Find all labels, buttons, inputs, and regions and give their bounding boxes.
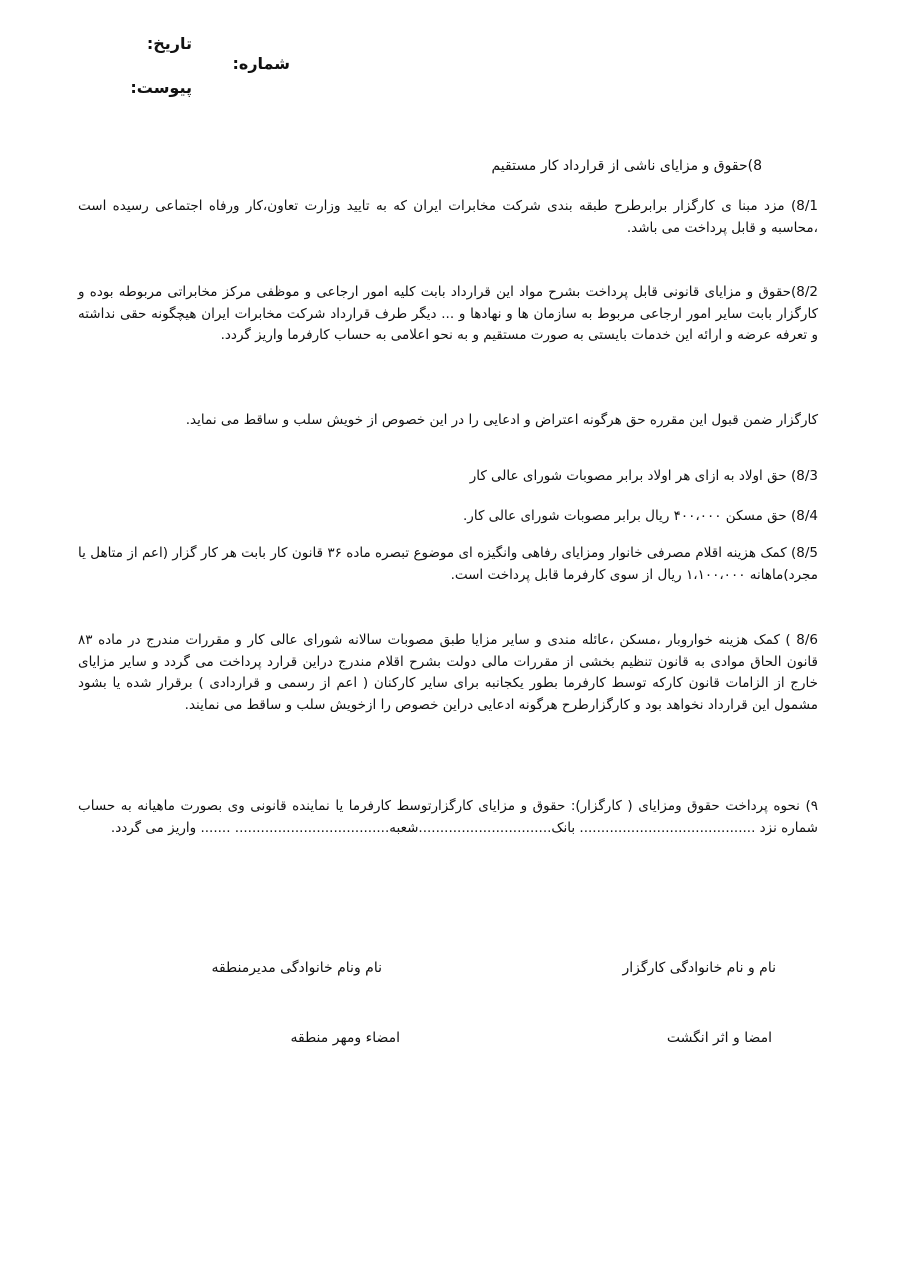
clause-9: ۹) نحوه پرداخت حقوق ومزایای ( کارگزار): حقوق و مزایای کارگزارتوسط کارفرما یا نماینده قانونی وی بصورت ماهیانه به حساب شماره نزد ......................................... بانک...............................شعبه.................................... ....... واریز می گردد. xyxy=(78,798,818,836)
clause-8-5: 8/5) کمک هزینه اقلام مصرفی خانوار ومزایای رفاهی وانگیزه ای موضوع تبصره ماده ۳۶ قانون کار بابت هر کار گزار (اعم از متاهل یا مجرد)ماهانه ۱،۱۰۰،۰۰۰ ریال از سوی کارفرما قابل پرداخت است. xyxy=(78,545,818,583)
number-label: شماره: xyxy=(232,54,290,73)
date-label: تاریخ: xyxy=(146,34,192,53)
clause-waiver: کارگزار ضمن قبول این مقرره حق هرگونه اعتراض و ادعایی را در این خصوص از خویش سلب و ساقط می نماید. xyxy=(185,412,818,428)
worker-signature-label: امضا و اثر انگشت xyxy=(666,1030,772,1046)
clause-8-6: 8/6 ) کمک هزینه خواروبار ،مسکن ،عائله مندی و سایر مزایا طبق مصوبات سالانه شورای عالی کار و مقررات مندرج در ماده ۸۳ قانون الحاق موادی به قانون تنظیم بخشی از مقررات مالی دولت بشرح اقلام مندرج دراین قرارد پرداخت می گردد و سایر مزایای خارج از الزامات قانون کارکه توسط کارفرما بطور یکجانبه برای سایر کارکنان ( اعم از رسمی و قراردادی ) برقرار شده یا بشود مشمول این قرارداد نخواهد بود و کارگزارطرح هرگونه ادعایی دراین خصوص را ازخویش سلب و ساقط می نمایند. xyxy=(78,632,818,713)
manager-signature-label: امضاء ومهر منطقه xyxy=(290,1030,400,1046)
section-title: 8)حقوق و مزایای ناشی از قرارداد کار مستقیم xyxy=(491,158,762,174)
clause-8-3: 8/3) حق اولاد به ازای هر اولاد برابر مصوبات شورای عالی کار xyxy=(469,468,818,484)
clause-8-4: 8/4) حق مسکن ۴۰۰،۰۰۰ ریال برابر مصوبات شورای عالی کار. xyxy=(463,508,818,524)
attachment-label: پیوست: xyxy=(130,78,192,97)
clause-8-2: 8/2)حقوق و مزایای قانونی قابل پرداخت بشرح مواد این قرارداد بابت کلیه امور ارجاعی و موظفی مرکز مخابراتی مربوطه بوده و کارگزار بابت سایر امور ارجاعی مربوط به سازمان ها و نهادها و ... دیگر طرف قرارداد شرکت مخابرات ایران هیچگونه حقی نداشته و تعرفه عرضه و ارائه این خدمات بایستی به صورت مستقیم و به نحو اعلامی به حساب کارفرما واریز گردد. xyxy=(78,284,818,343)
worker-name-label: نام و نام خانوادگی کارگزار xyxy=(622,960,776,976)
clause-8-1: 8/1) مزد مبنا ی کارگزار برابرطرح طبقه بندی شرکت مخابرات ایران که به تایید وزارت تعاون،کار ورفاه اجتماعی رسیده است ،محاسبه و قابل پرداخت می باشد. xyxy=(78,198,818,236)
manager-name-label: نام ونام خانوادگی مدیرمنطقه xyxy=(211,960,382,976)
